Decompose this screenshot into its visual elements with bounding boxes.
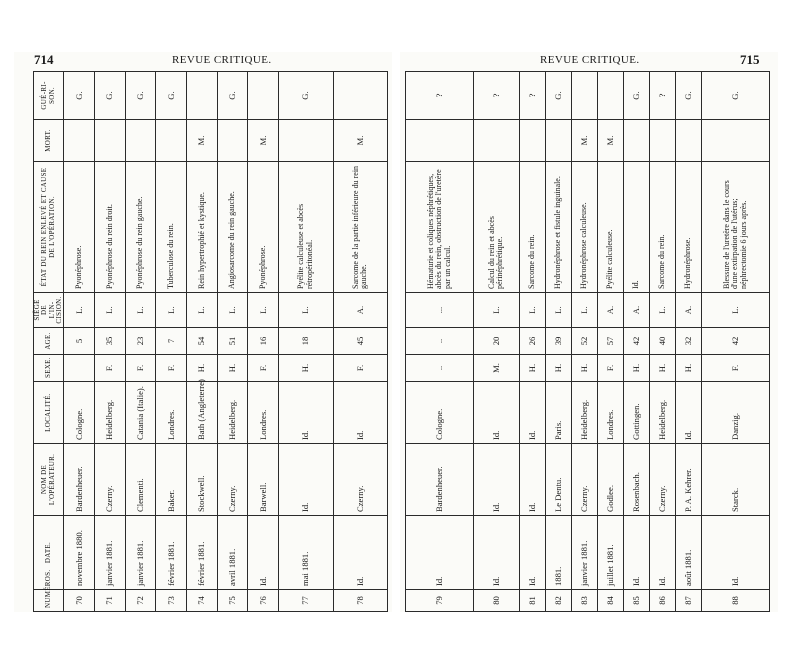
incision-cell: L. (125, 293, 156, 328)
operator-cell: Czerny. (95, 444, 126, 516)
row-number: 73 (156, 590, 187, 612)
kidney-state-cell: Pyonéphrose. (248, 162, 279, 293)
locality-cell: Catania (Italie). (125, 382, 156, 444)
incision-cell: A. (675, 293, 701, 328)
date-cell: Id. (248, 516, 279, 590)
table-row (217, 72, 248, 612)
col-date: DATE. (34, 516, 64, 590)
locality-cell: Id. (279, 382, 333, 444)
death-cell: M. (572, 120, 598, 162)
death-cell (406, 120, 474, 162)
incision-cell: L. (572, 293, 598, 328)
sex-cell: F. (156, 355, 187, 382)
table-row (675, 72, 701, 612)
operator-cell: Baker. (156, 444, 187, 516)
col-numeros: NUMÉROS. (34, 590, 64, 612)
recovery-cell: ? (520, 72, 546, 120)
sex-cell: F. (333, 355, 387, 382)
incision-cell: L. (701, 293, 769, 328)
row-number: 88 (701, 590, 769, 612)
age-cell: 23 (125, 328, 156, 355)
recovery-cell: G. (125, 72, 156, 120)
row-number: 70 (64, 590, 95, 612)
operator-cell: Id. (473, 444, 519, 516)
age-cell: 45 (333, 328, 387, 355)
row-number: 80 (473, 590, 519, 612)
table-row (279, 72, 333, 612)
recovery-cell (187, 72, 218, 120)
col-sexe: SEXE. (34, 355, 64, 382)
age-cell: 5 (64, 328, 95, 355)
row-number: 71 (95, 590, 126, 612)
right-table-wrapper (405, 71, 770, 612)
recovery-cell: G. (217, 72, 248, 120)
locality-cell: Id. (333, 382, 387, 444)
sex-cell: F. (701, 355, 769, 382)
col-mort: MORT. (34, 120, 64, 162)
age-cell: 40 (649, 328, 675, 355)
locality-cell: Heidelberg. (572, 382, 598, 444)
kidney-state-cell: Sarcome du rein. (649, 162, 675, 293)
death-cell (546, 120, 572, 162)
age-cell: 54 (187, 328, 218, 355)
incision-cell: L. (546, 293, 572, 328)
table-row (572, 72, 598, 612)
recovery-cell: G. (624, 72, 650, 120)
kidney-state-cell: Rein hypertrophié et kystique. (187, 162, 218, 293)
recovery-cell (248, 72, 279, 120)
kidney-state-cell: Tuberculose du rein. (156, 162, 187, 293)
table-row (520, 72, 546, 612)
date-cell: Id. (333, 516, 387, 590)
locality-cell: Heidelberg. (217, 382, 248, 444)
death-cell (520, 120, 546, 162)
locality-cell: Londres. (156, 382, 187, 444)
table-row (546, 72, 572, 612)
table-row (125, 72, 156, 612)
row-number: 85 (624, 590, 650, 612)
date-cell: mai 1881. (279, 516, 333, 590)
operator-cell: Godlee. (598, 444, 624, 516)
table-row (624, 72, 650, 612)
incision-cell: ... (406, 293, 474, 328)
sex-cell: H. (649, 355, 675, 382)
col-operateur: NOM DE L'OPÉRATEUR. (34, 444, 64, 516)
kidney-state-cell: Blessure de l'uretère dans le cours d'une extirpation de l'utérus; néphrectomie 6 jours après. (701, 162, 769, 293)
kidney-state-cell: Angiosarcome du rein gauche. (217, 162, 248, 293)
incision-cell: L. (520, 293, 546, 328)
date-cell: Id. (649, 516, 675, 590)
recovery-cell (598, 72, 624, 120)
sex-cell: H. (520, 355, 546, 382)
kidney-state-cell: Pyonéphrose du rein gauche. (125, 162, 156, 293)
death-cell (279, 120, 333, 162)
death-cell (217, 120, 248, 162)
table-row (187, 72, 218, 612)
kidney-state-cell: Id. (624, 162, 650, 293)
date-cell: janvier 1881. (125, 516, 156, 590)
row-number: 74 (187, 590, 218, 612)
operator-cell: Starck. (701, 444, 769, 516)
incision-cell: L. (156, 293, 187, 328)
row-number: 86 (649, 590, 675, 612)
death-cell: M. (333, 120, 387, 162)
sex-cell: H. (546, 355, 572, 382)
left-table-wrapper (33, 71, 388, 612)
right-nephrectomy-table (405, 71, 770, 612)
age-cell: 51 (217, 328, 248, 355)
date-cell: février 1881. (156, 516, 187, 590)
age-cell: 42 (624, 328, 650, 355)
date-cell: janvier 1881. (95, 516, 126, 590)
recovery-cell: ? (473, 72, 519, 120)
incision-cell: L. (95, 293, 126, 328)
operator-cell: Czerny. (649, 444, 675, 516)
sex-cell: F. (125, 355, 156, 382)
date-cell: avril 1881. (217, 516, 248, 590)
death-cell (64, 120, 95, 162)
locality-cell: Bath (Angleterre) (187, 382, 218, 444)
locality-cell: Danzig. (701, 382, 769, 444)
locality-cell: Heidelberg. (649, 382, 675, 444)
row-number: 79 (406, 590, 474, 612)
left-header-row (34, 72, 64, 612)
row-number: 87 (675, 590, 701, 612)
incision-cell: L. (187, 293, 218, 328)
row-number: 72 (125, 590, 156, 612)
death-cell (95, 120, 126, 162)
locality-cell: Id. (473, 382, 519, 444)
sex-cell: H. (279, 355, 333, 382)
kidney-state-cell: Hydronéphrose. (675, 162, 701, 293)
death-cell (649, 120, 675, 162)
locality-cell: Id. (520, 382, 546, 444)
death-cell (156, 120, 187, 162)
sex-cell: F. (248, 355, 279, 382)
age-cell: 32 (675, 328, 701, 355)
date-cell: février 1881. (187, 516, 218, 590)
date-cell: juillet 1881. (598, 516, 624, 590)
sex-cell: F. (95, 355, 126, 382)
locality-cell: Cologne. (64, 382, 95, 444)
operator-cell: Stockwell. (187, 444, 218, 516)
date-cell: novembre 1880. (64, 516, 95, 590)
recovery-cell: G. (64, 72, 95, 120)
death-cell (675, 120, 701, 162)
table-row (406, 72, 474, 612)
sex-cell: H. (572, 355, 598, 382)
sex-cell: F. (598, 355, 624, 382)
operator-cell: Rosenbach. (624, 444, 650, 516)
left-page-number: 714 (34, 52, 54, 67)
age-cell: 39 (546, 328, 572, 355)
operator-cell: Le Dentu. (546, 444, 572, 516)
incision-cell: L. (64, 293, 95, 328)
age-cell: 26 (520, 328, 546, 355)
operator-cell: Bardenheuer. (406, 444, 474, 516)
row-number: 84 (598, 590, 624, 612)
date-cell: Id. (624, 516, 650, 590)
age-cell: 42 (701, 328, 769, 355)
date-cell: Id. (701, 516, 769, 590)
recovery-cell (572, 72, 598, 120)
operator-cell: Czerny. (572, 444, 598, 516)
recovery-cell: G. (675, 72, 701, 120)
recovery-cell: G. (701, 72, 769, 120)
left-table-body (64, 72, 388, 612)
incision-cell: L. (279, 293, 333, 328)
operator-cell: Bardenheuer. (64, 444, 95, 516)
death-cell (624, 120, 650, 162)
operator-cell: Id. (520, 444, 546, 516)
table-row (333, 72, 387, 612)
incision-cell: L. (473, 293, 519, 328)
col-localite: LOCALITÉ. (34, 382, 64, 444)
right-table-body (406, 72, 770, 612)
table-row (598, 72, 624, 612)
kidney-state-cell: Pyonéphrose du rein droit. (95, 162, 126, 293)
right-running-head: REVUE CRITIQUE. (540, 54, 640, 66)
right-page-number: 715 (740, 52, 760, 67)
left-running-head: REVUE CRITIQUE. (172, 54, 272, 66)
date-cell: Id. (520, 516, 546, 590)
row-number: 83 (572, 590, 598, 612)
row-number: 76 (248, 590, 279, 612)
left-nephrectomy-table (33, 71, 388, 612)
kidney-state-cell: Calcul du rein et abcès périnéphrétique. (473, 162, 519, 293)
sex-cell: H. (187, 355, 218, 382)
date-cell: août 1881. (675, 516, 701, 590)
row-number: 75 (217, 590, 248, 612)
col-etat: ÉTAT DU REIN ENLEVÉ ET CAUSE DE L'OPÉRATION. (34, 162, 64, 293)
death-cell: M. (187, 120, 218, 162)
table-row (95, 72, 126, 612)
incision-cell: L. (649, 293, 675, 328)
col-guerison: GUÉ-RI-SON. (34, 72, 64, 120)
age-cell: 7 (156, 328, 187, 355)
recovery-cell (333, 72, 387, 120)
recovery-cell: G. (95, 72, 126, 120)
kidney-state-cell: Hématurie et coliques néphrétiques, abcès du rein, obstruction de l'uretère par un calcul. (406, 162, 474, 293)
operator-cell: Clementi. (125, 444, 156, 516)
recovery-cell: ? (649, 72, 675, 120)
death-cell: M. (598, 120, 624, 162)
age-cell: 52 (572, 328, 598, 355)
age-cell: 57 (598, 328, 624, 355)
sex-cell: H. (675, 355, 701, 382)
sex-cell (64, 355, 95, 382)
operator-cell: Id. (279, 444, 333, 516)
incision-cell: A. (333, 293, 387, 328)
incision-cell: A. (624, 293, 650, 328)
date-cell: Id. (473, 516, 519, 590)
locality-cell: Cologne. (406, 382, 474, 444)
row-number: 82 (546, 590, 572, 612)
recovery-cell: G. (546, 72, 572, 120)
age-cell: 20 (473, 328, 519, 355)
locality-cell: Gottingen. (624, 382, 650, 444)
kidney-state-cell: Hydronéphrose calculeuse. (572, 162, 598, 293)
table-row (64, 72, 95, 612)
date-cell: janvier 1881. (572, 516, 598, 590)
locality-cell: Paris. (546, 382, 572, 444)
operator-cell: Barwell. (248, 444, 279, 516)
col-age: AGE. (34, 328, 64, 355)
recovery-cell: ? (406, 72, 474, 120)
table-row (701, 72, 769, 612)
kidney-state-cell: Pyélite calculeuse. (598, 162, 624, 293)
date-cell: 1881. (546, 516, 572, 590)
row-number: 78 (333, 590, 387, 612)
row-number: 77 (279, 590, 333, 612)
table-row (649, 72, 675, 612)
date-cell: Id. (406, 516, 474, 590)
operator-cell: Czerny. (217, 444, 248, 516)
sex-cell: H. (624, 355, 650, 382)
sex-cell: M. (473, 355, 519, 382)
age-cell: 35 (95, 328, 126, 355)
recovery-cell: G. (279, 72, 333, 120)
age-cell: 18 (279, 328, 333, 355)
death-cell: M. (248, 120, 279, 162)
sex-cell: H. (217, 355, 248, 382)
kidney-state-cell: Sarcome de la partie inférieure du rein gauche. (333, 162, 387, 293)
death-cell (701, 120, 769, 162)
death-cell (125, 120, 156, 162)
death-cell (473, 120, 519, 162)
table-row (248, 72, 279, 612)
locality-cell: Id. (675, 382, 701, 444)
table-row (156, 72, 187, 612)
age-cell: 16 (248, 328, 279, 355)
kidney-state-cell: Pyonéphrose. (64, 162, 95, 293)
col-siege: SIÈGE DE L'IN-CISION. (34, 293, 64, 328)
incision-cell: A. (598, 293, 624, 328)
operator-cell: P. A. Kehrer. (675, 444, 701, 516)
locality-cell: Heidelberg. (95, 382, 126, 444)
sex-cell: .. (406, 355, 474, 382)
locality-cell: Londres. (598, 382, 624, 444)
incision-cell: L. (248, 293, 279, 328)
operator-cell: Czerny. (333, 444, 387, 516)
locality-cell: Londres. (248, 382, 279, 444)
age-cell: .. (406, 328, 474, 355)
kidney-state-cell: Hydronéphrose et fistule inguinale. (546, 162, 572, 293)
row-number: 81 (520, 590, 546, 612)
recovery-cell: G. (156, 72, 187, 120)
incision-cell: L. (217, 293, 248, 328)
kidney-state-cell: Sarcome du rein. (520, 162, 546, 293)
table-row (473, 72, 519, 612)
kidney-state-cell: Pyélite calculeuse et abcès rétropéritonéal. (279, 162, 333, 293)
